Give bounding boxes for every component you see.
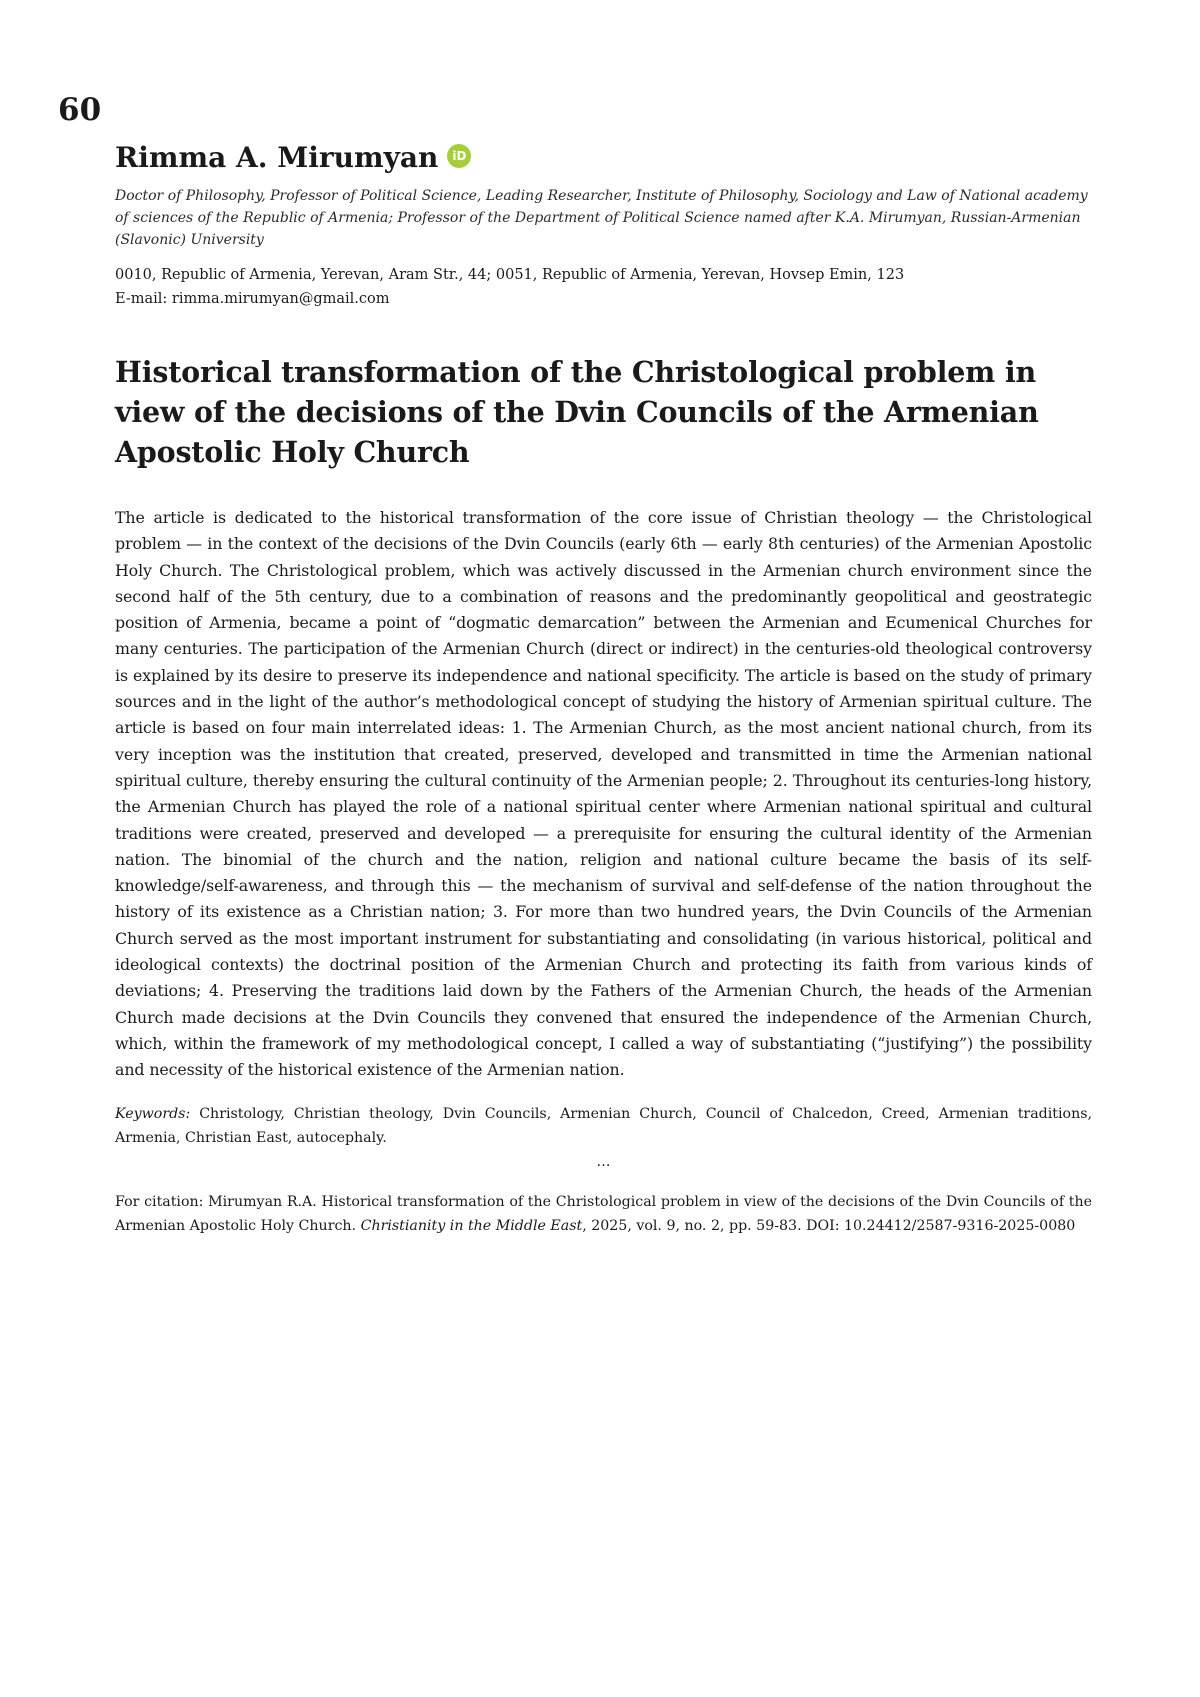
- author-affiliation: Doctor of Philosophy, Professor of Political Science, Leading Researcher, Institute of Philosophy, Sociology and Law of National academy of sciences of the Republic of Armenia; Professor of the Department of Political Science named after K.A. Mirumyan, Russian-Armenian (Slavonic) University: [115, 185, 1092, 251]
- article-title: Historical transformation of the Christological problem in view of the decisions of the Dvin Councils of the Armenian Apostolic Holy Church: [115, 352, 1092, 472]
- author-address: 0010, Republic of Armenia, Yerevan, Aram Str., 44; 0051, Republic of Armenia, Yerevan, Hovsep Emin, 123: [115, 263, 1092, 287]
- author-header: [115, 137, 1092, 179]
- article-keywords: [115, 1102, 1092, 1150]
- keywords-list: Christology, Christian theology, Dvin Councils, Armenian Church, Council of Chalcedon, Creed, Armenian traditions, Armenia, Christian East, autocephaly.: [115, 1106, 1092, 1146]
- article-content: [115, 137, 1092, 1238]
- article-abstract: The article is dedicated to the historical transformation of the core issue of Christian theology — the Christological problem — in the context of the decisions of the Dvin Councils (early 6th — early 8th centuries) of the Armenian Apostolic Holy Church. The Christological problem, which was actively discussed in the Armenian church environment since the second half of the 5th century, due to a combination of reasons and the predominantly geopolitical and geostrategic position of Armenia, became a point of “dogmatic demarcation” between the Armenian and Ecumenical Churches for many centuries. The participation of the Armenian Church (direct or indirect) in the centuries-old theological controversy is explained by its desire to preserve its independence and national specificity. The article is based on the study of primary sources and in the light of the author’s methodological concept of studying the history of Armenian spiritual culture. The article is based on four main interrelated ideas: 1. The Armenian Church, as the most ancient national church, from its very inception was the institution that created, preserved, developed and transmitted in time the Armenian national spiritual culture, thereby ensuring the cultural continuity of the Armenian people; 2. Throughout its centuries-long history, the Armenian Church has played the role of a national spiritual center where Armenian national spiritual and cultural traditions were created, preserved and developed — a prerequisite for ensuring the cultural identity of the Armenian nation. The binomial of the church and the nation, religion and national culture became the basis of its self-knowledge/self-awareness, and through this — the mechanism of survival and self-defense of the nation throughout the history of its existence as a Christian nation; 3. For more than two hundred years, the Dvin Councils of the Armenian Church served as the most important instrument for substantiating and consolidating (in various historical, political and ideological contexts) the doctrinal position of the Armenian Church and protecting its faith from various kinds of deviations; 4. Preserving the traditions laid down by the Fathers of the Armenian Church, the heads of the Armenian Church made decisions at the Dvin Councils they convened that ensured the independence of the Armenian Church, which, within the framework of my methodological concept, I called a way of substantiating (“justifying”) the possibility and necessity of the historical existence of the Armenian nation.: [115, 505, 1092, 1084]
- keywords-label: Keywords:: [115, 1106, 190, 1122]
- citation-text: For citation: Mirumyan R.A. Historical transformation of the Christological problem in view of the decisions of the Dvin Councils of the Armenian Apostolic Holy Church.: [115, 1194, 1092, 1234]
- citation-journal: Christianity in the Middle East: [361, 1218, 583, 1234]
- author-name: Rimma A. Mirumyan: [115, 137, 438, 179]
- citation: [115, 1190, 1092, 1238]
- citation-details: , 2025, vol. 9, no. 2, pp. 59-83. DOI: 10.24412/2587-9316-2025-0080: [582, 1218, 1075, 1234]
- author-email: E-mail: rimma.mirumyan@gmail.com: [115, 287, 1092, 311]
- author-contact: [115, 263, 1092, 311]
- orcid-icon[interactable]: iD: [447, 144, 471, 168]
- section-separator: …: [115, 1154, 1092, 1170]
- page-number: 60: [58, 92, 101, 128]
